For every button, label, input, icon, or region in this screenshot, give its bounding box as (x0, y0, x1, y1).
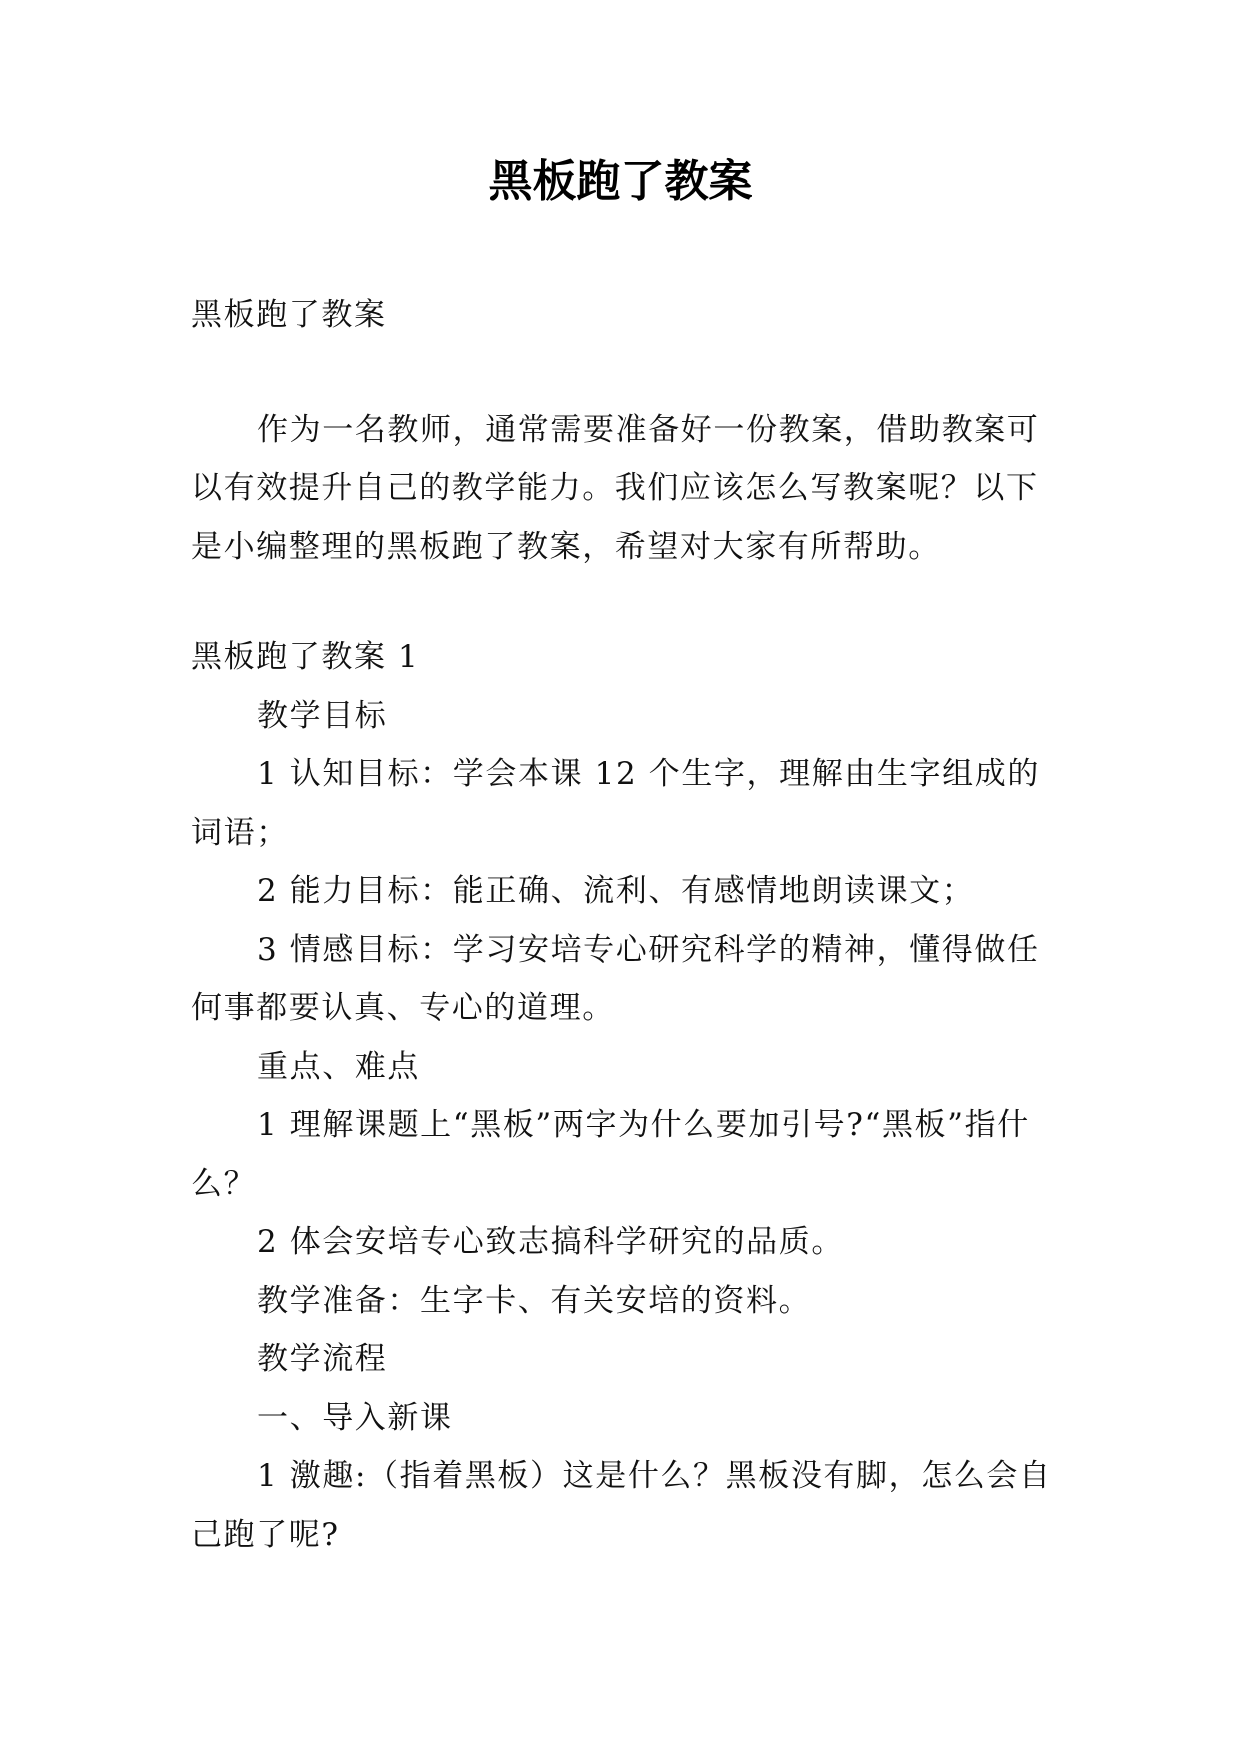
paragraph-emotional-goal: 3 情感目标：学习安培专心研究科学的精神，懂得做任何事都要认真、专心的道理。 (191, 931, 1040, 1026)
paragraph-step-one: 一、导入新课 (257, 1399, 453, 1436)
paragraph-preparation: 教学准备：生字卡、有关安培的资料。 (257, 1282, 812, 1319)
paragraph-key-point-1: 1 理解课题上“黑板”两字为什么要加引号?“黑板”指什么？ (191, 1107, 1030, 1202)
paragraph-key-point-2: 2 体会安培专心致志搞科学研究的品质。 (257, 1224, 844, 1260)
paragraph-step-one-detail: 1 激趣:（指着黑板）这是什么？黑板没有脚，怎么会自己跑了呢? (191, 1458, 1052, 1553)
document-subtitle: 黑板跑了教案 (191, 297, 387, 333)
paragraph-teaching-goals: 教学目标 (257, 697, 388, 734)
paragraph-key-points: 重点、难点 (257, 1048, 420, 1085)
document-body (191, 286, 1053, 1564)
intro-paragraph: 作为一名教师，通常需要准备好一份教案，借助教案可以有效提升自己的教学能力。我们应该怎么写教案呢？以下是小编整理的黑板跑了教案，希望对大家有所帮助。 (191, 411, 1040, 565)
paragraph-teaching-process: 教学流程 (257, 1341, 388, 1377)
paragraph-ability-goal: 2 能力目标：能正确、流利、有感情地朗读课文； (257, 873, 975, 909)
paragraph-cognitive-goal: 1 认知目标：学会本课 12 个生字，理解由生字组成的词语； (191, 756, 1040, 851)
document-title: 黑板跑了教案 (488, 156, 753, 207)
section-heading: 黑板跑了教案 1 (191, 639, 420, 675)
